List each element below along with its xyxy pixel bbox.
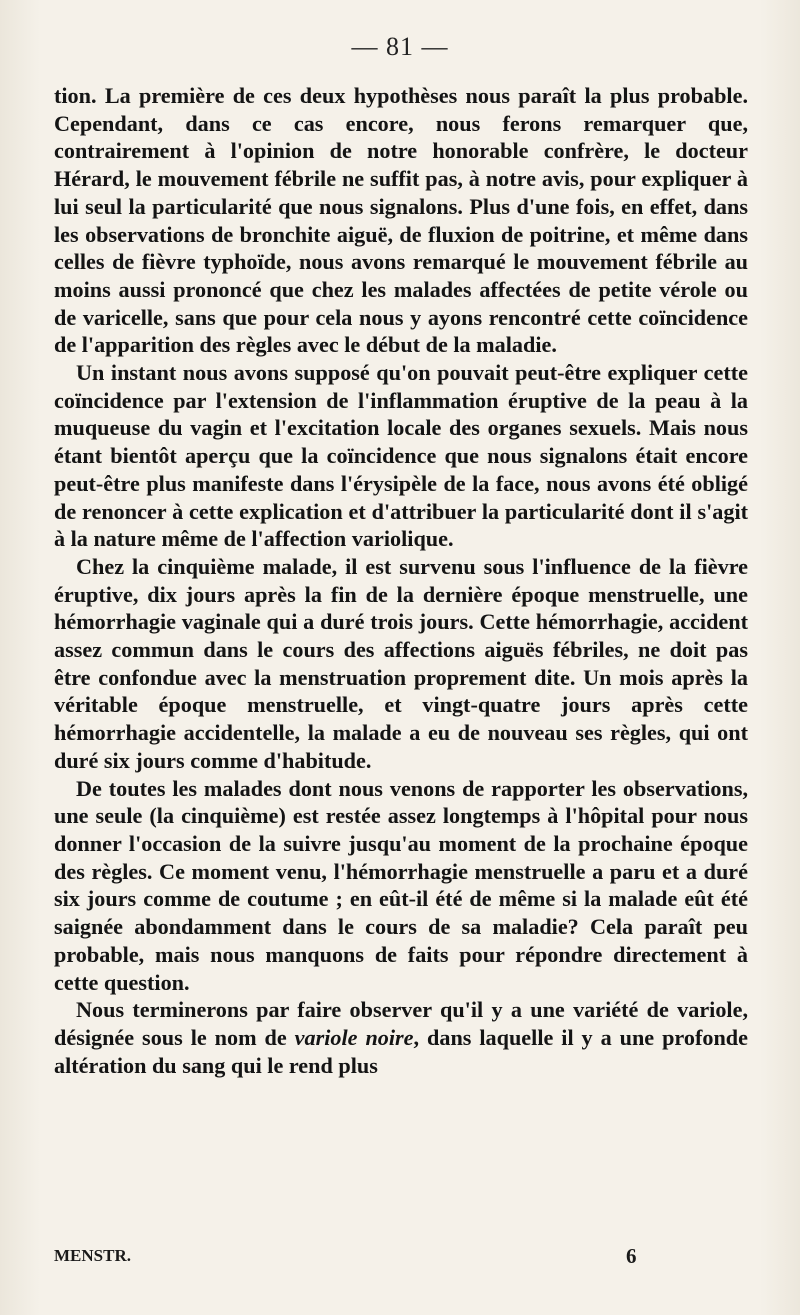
body-text xyxy=(54,82,748,1079)
signature-mark: 6 xyxy=(626,1244,637,1268)
paragraph-5-start: Nous terminerons par faire observer qu'il y a une variété de variole, désignée sous le nom de xyxy=(54,997,748,1050)
paragraph-3: Chez la cinquième malade, il est survenu sous l'influence de la fièvre éruptive, dix jours après la fin de la dernière époque menstruelle, une hémorrhagie vaginale qui a duré trois jours. Cette hémorrhagie, accident assez commun dans le cours des affections aiguës fébriles, ne doit pas être confondue avec la menstruation proprement dite. Un mois après la véritable époque menstruelle, et vingt-quatre jours après cette hémorrhagie accidentelle, la malade a eu de nouveau ses règles, qui ont duré six jours comme d'habitude. xyxy=(54,553,748,773)
page-number: — 81 — xyxy=(351,32,449,61)
paragraph-5-italic-term: variole noire xyxy=(294,1024,414,1050)
paragraph-5 xyxy=(54,996,748,1079)
paragraph-4: De toutes les malades dont nous venons de rapporter les observations, une seule (la cinquième) est restée assez longtemps à l'hôpital pour nous donner l'occasion de la suivre jusqu'au moment de la prochaine époque des règles. Ce moment venu, l'hémorrhagie menstruelle a paru et a duré six jours comme de coutume ; en eût-il été de même si la malade eût été saignée abondamment dans le cours de sa maladie? Cela paraît peu probable, mais nous manquons de faits pour répondre directement à cette question. xyxy=(54,775,748,995)
page-footer xyxy=(54,1246,694,1266)
running-title: MENSTR. xyxy=(54,1246,131,1265)
paragraph-2: Un instant nous avons supposé qu'on pouvait peut-être expliquer cette coïncidence par l'extension de l'inflammation éruptive de la peau à la muqueuse du vagin et l'excitation locale des organes sexuels. Mais nous étant bientôt aperçu que la coïncidence que nous signalons était encore peut-être plus manifeste dans l'érysipèle de la face, nous avons été obligé de renoncer à cette explication et d'attribuer la particularité dont il s'agit à la nature même de l'affection variolique. xyxy=(54,360,748,552)
paragraph-1: tion. La première de ces deux hypothèses nous paraît la plus probable. Cependant, dans ce cas encore, nous ferons remarquer que, contrairement à l'opinion de notre honorable confrère, le docteur Hérard, le mouvement fébrile ne suffit pas, à notre avis, pour expliquer à lui seul la particularité que nous signalons. Plus d'une fois, en effet, dans les observations de bronchite aiguë, de fluxion de poitrine, et même dans celles de fièvre typhoïde, nous avons remarqué le mouvement fébrile au moins aussi prononcé que chez les malades affectées de petite vérole ou de varicelle, sans que pour cela nous y ayons rencontré cette coïncidence de l'apparition des règles avec le début de la maladie. xyxy=(54,83,748,358)
paragraph-5-end: , dans laquelle il y a une profonde altération du sang qui le rend plus xyxy=(54,1024,748,1078)
